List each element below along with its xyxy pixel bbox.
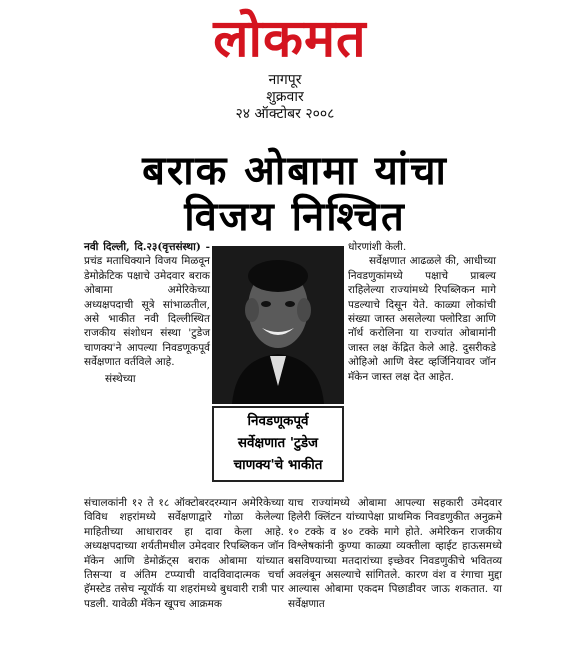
dateline-city: नागपूर [268, 72, 302, 88]
logo-text: लोकमत [213, 9, 367, 69]
article-bottom-left [84, 496, 284, 611]
article-para-2: संस्थेच्या [105, 372, 136, 385]
dateline-day: शुक्रवार [266, 89, 304, 105]
obama-photo [212, 246, 344, 404]
caption-line-3: चाणक्य'चे भाकीत [233, 457, 323, 473]
article-bottom-right-text: याच राज्यांमध्ये ओबामा आपल्या सहकारी उमेदवार हिलेरी क्लिंटन यांच्यापेक्षा प्राथमिक निवडणुकीत अनुक्रमे १० टक्के व ४० टक्के मागे होते. अमेरिकन राजकीय विश्लेषकांनी कुण्या काळ्या व्यक्तीला व्हाईट हाऊसमध्ये बसविण्याच्या मतदारांच्या इच्छेवर निवडणुकीचे भवितव्य अवलंबून असल्याचे सांगितले. कारण वंश व रंगाचा मुद्दा आल्यास ओबामा एकदम पिछाडीवर जाऊ शकतात. या सर्वेक्षणात [288, 497, 502, 610]
dateline [180, 72, 390, 123]
masthead-logo [165, 2, 415, 72]
article-column-1 [84, 240, 210, 386]
photo-caption-box [212, 406, 344, 482]
headline [60, 148, 530, 240]
article-bottom-right [288, 496, 502, 611]
article-lead: नवी दिल्ली, दि.२३(वृत्तसंस्था) - [84, 241, 210, 253]
article-col3-p2: सर्वेक्षणात आढळले की, आधीच्या निवडणुकांमध्ये पक्षाचे प्राबल्य राहिलेल्या राज्यांमध्ये रिपब्लिकन मागे पडल्याचे दिसून येते. काळ्या लोकांची संख्या जास्त असलेल्या फ्लोरिडा आणि नॉर्थ करोलिना या राज्यांत ओबामांनी जास्त लक्ष केंद्रित केले आहे. दुसरीकडे ओहिओ आणि वेस्ट व्हर्जिनियावर जॉन मॅकेन जास्त लक्ष देत आहेत. [348, 255, 496, 383]
article-col3-p1: धोरणांशी केली. [348, 241, 407, 253]
dateline-date: २४ ऑक्टोबर २००८ [235, 106, 335, 122]
headline-line-1: बराक ओबामा यांचा [142, 148, 448, 194]
article-column-3 [348, 240, 496, 384]
caption-line-1: निवडणूकपूर्व [247, 413, 309, 429]
headline-line-2: विजय निश्चित [184, 194, 406, 240]
article-body-1: प्रचंड मताधिक्याने विजय मिळवून डेमोक्रेटिक पक्षाचे उमेदवार बराक ओबामा अमेरिकेच्या अध्यक्षपदाची सूत्रे सांभाळतील, असे भाकीत नवी दिल्लीस्थित राजकीय संशोधन संस्था 'टुडेज चाणक्य'ने आपल्या निवडणूकपूर्व सर्वेक्षणात वर्तविले आहे. [84, 255, 210, 369]
caption-line-2: सर्वेक्षणात 'टुडेज [237, 435, 319, 451]
article-bottom-left-text: संचालकांनी १२ ते १८ ऑक्टोबरदरम्यान अमेरिकेच्या विविध शहरांमध्ये सर्वेक्षणाद्वारे गोळा केलेल्या माहितीच्या आधारावर हा दावा केला आहे. अध्यक्षपदाच्या शर्यतीमधील उमेदवार रिपब्लिकन जॉन मॅकेन आणि डेमोक्रॅट्स बराक ओबामा यांच्यात तिसऱ्या व अंतिम टप्प्याची वादविवादात्मक चर्चा हॅमस्टेड तसेच न्यूयॉर्क या शहरांमध्ये बुधवारी रात्री पार पडली. यावेळी मॅकेन खूपच आक्रमक [84, 497, 284, 610]
